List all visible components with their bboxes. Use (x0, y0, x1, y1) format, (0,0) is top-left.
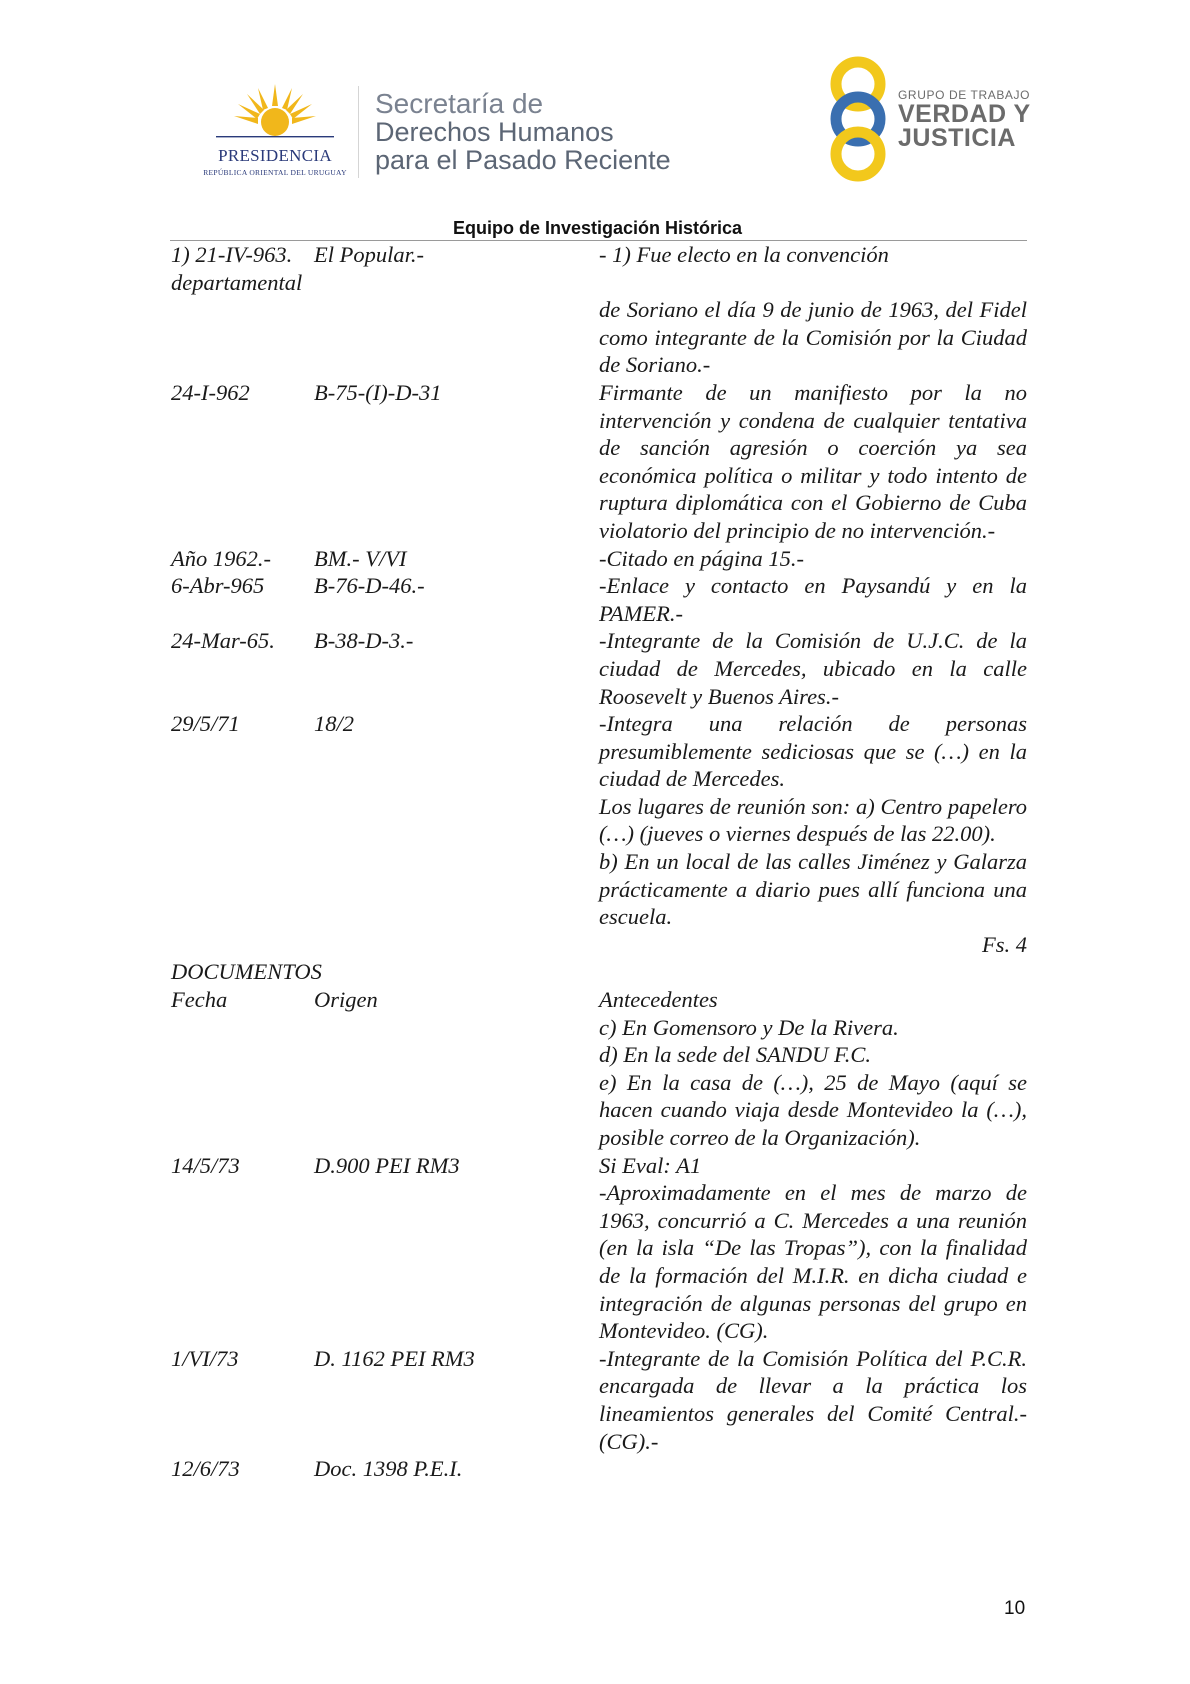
record-paragraph: d) En la sede del SANDU F.C. (599, 1042, 872, 1068)
record-date: Año 1962.- (171, 545, 271, 571)
record-paragraph: -Enlace y contacto en Paysandú y en la PAMER.- (599, 573, 1027, 626)
record-text (599, 296, 1027, 379)
record-date: 6-Abr-965 (171, 573, 265, 599)
record-paragraph: -Aproximadamente en el mes de marzo de 1963, concurrió a C. Mercedes a una reunión (en la isla “De las Tropas”), con la finalidad de la formación del M.I.R. en dicha ciudad e integración de algunas personas del grupo en Montevideo. (CG). (599, 1180, 1027, 1344)
record-row (171, 296, 1027, 379)
record-origin: El Popular.- (314, 242, 424, 267)
record-row (171, 1455, 1027, 1483)
verdad-justicia-wordmark (898, 88, 1031, 150)
record-paragraph (599, 269, 1027, 297)
record-text (599, 1455, 1027, 1483)
record-text (599, 710, 1027, 931)
record-origin: B-76-D-46.- (314, 573, 425, 599)
presidencia-wordmark: PRESIDENCIA (218, 146, 332, 165)
record-row (171, 545, 1027, 573)
record-text (599, 1345, 1027, 1455)
secretaria-line-2: Derechos Humanos (375, 117, 614, 147)
grupo-line-1: GRUPO DE TRABAJO (898, 88, 1031, 102)
record-origin: D.900 PEI RM3 (314, 1152, 460, 1178)
grupo-line-2: VERDAD Y (898, 100, 1031, 128)
record-paragraph: de Soriano el día 9 de junio de 1963, del Fidel como integrante de la Comisión por la Ciudad de Soriano.- (599, 297, 1027, 378)
presidencia-logo (198, 82, 352, 178)
team-title: Equipo de Investigación Histórica (452, 218, 743, 238)
page-number: 10 (1004, 1598, 1026, 1619)
column-header-origin: Origen (314, 987, 378, 1013)
record-text (599, 379, 1027, 545)
records-section-2 (171, 1014, 1027, 1483)
record-paragraph: b) En un local de las calles Jiménez y Galarza prácticamente a diario pues allí funciona una escuela. (599, 849, 1027, 930)
documents-heading: DOCUMENTOS (171, 959, 322, 985)
secretaria-wordmark (375, 90, 671, 174)
record-date: 1) 21-IV-963. (171, 242, 293, 267)
document-body (171, 241, 1027, 1483)
record-paragraph (599, 1455, 1027, 1483)
record-origin: B-75-(I)-D-31 (314, 379, 442, 405)
record-paragraph: -Integrante de la Comisión Política del P.C.R. encargada de llevar a la práctica los lineamientos generales del Comité Central.- (CG).- (599, 1345, 1027, 1454)
record-text (599, 572, 1027, 627)
record-date: 1/VI/73 (171, 1345, 239, 1371)
column-header-text: Antecedentes (599, 987, 718, 1013)
record-row (171, 1152, 1027, 1345)
record-paragraph: c) En Gomensoro y De la Rivera. (599, 1014, 899, 1040)
record-text (599, 241, 1027, 269)
records-section-1 (171, 241, 1027, 931)
record-paragraph: -Integra una relación de personas presumiblemente sediciosas que se (…) en la ciudad de Mercedes. (599, 711, 1027, 792)
header-divider (358, 86, 359, 178)
record-date: 12/6/73 (171, 1456, 240, 1482)
record-row (171, 1345, 1027, 1455)
record-origin: B-38-D-3.- (314, 628, 414, 654)
record-date: 29/5/71 (171, 711, 240, 737)
column-header-date: Fecha (171, 987, 228, 1013)
record-text (599, 1152, 1027, 1345)
record-row (171, 572, 1027, 627)
record-date: 24-Mar-65. (171, 628, 275, 654)
record-origin: 18/2 (314, 711, 355, 737)
record-paragraph: e) En la casa de (…), 25 de Mayo (aquí se hacen cuando viaja desde Montevideo la (…), posible correo de la Organización). (599, 1069, 1027, 1150)
record-row (171, 1014, 1027, 1152)
record-paragraph: Si Eval: A1 (599, 1152, 702, 1178)
documents-heading-row (171, 958, 1027, 986)
secretaria-line-1: Secretaría de (375, 88, 544, 119)
record-row (171, 379, 1027, 545)
record-origin: Doc. 1398 P.E.I. (314, 1456, 463, 1482)
record-date: 14/5/73 (171, 1152, 240, 1178)
record-text (599, 1014, 1027, 1152)
record-text (599, 269, 1027, 297)
sun-emblem-icon (198, 82, 352, 148)
record-paragraph: Firmante de un manifiesto por la no intervención y condena de cualquier tentativa de sanción agresión o coerción ya sea económica política o militar y todo intento de ruptura diplomática con el Gobierno de Cuba violatorio del principio de no intervención.- (599, 379, 1027, 543)
record-paragraph: -Integrante de la Comisión de U.J.C. de la ciudad de Mercedes, ubicado en la calle Roosevelt y Buenos Aires.- (599, 628, 1027, 709)
presidencia-subtitle: REPÚBLICA ORIENTAL DEL URUGUAY (203, 168, 347, 177)
record-origin: D. 1162 PEI RM3 (314, 1345, 475, 1371)
record-origin: BM.- V/VI (314, 545, 407, 571)
record-date: 24-I-962 (171, 379, 250, 405)
column-headers (171, 986, 1027, 1014)
record-row (171, 241, 1027, 269)
record-row (171, 627, 1027, 710)
secretaria-line-3: para el Pasado Reciente (375, 145, 671, 175)
record-row (171, 269, 1027, 297)
folio-number: Fs. 4 (982, 931, 1027, 957)
grupo-line-3: JUSTICIA (898, 124, 1016, 152)
verdad-justicia-rings-icon (822, 56, 894, 182)
record-paragraph: - 1) Fue electo en la convención (599, 242, 889, 267)
record-paragraph: Los lugares de reunión son: a) Centro papelero (…) (jueves o viernes después de las 22.00). (599, 793, 1027, 847)
record-row (171, 710, 1027, 931)
record-paragraph: -Citado en página 15.- (599, 545, 804, 571)
record-date: departamental (171, 269, 303, 295)
record-text (599, 627, 1027, 710)
record-text (599, 545, 1027, 573)
